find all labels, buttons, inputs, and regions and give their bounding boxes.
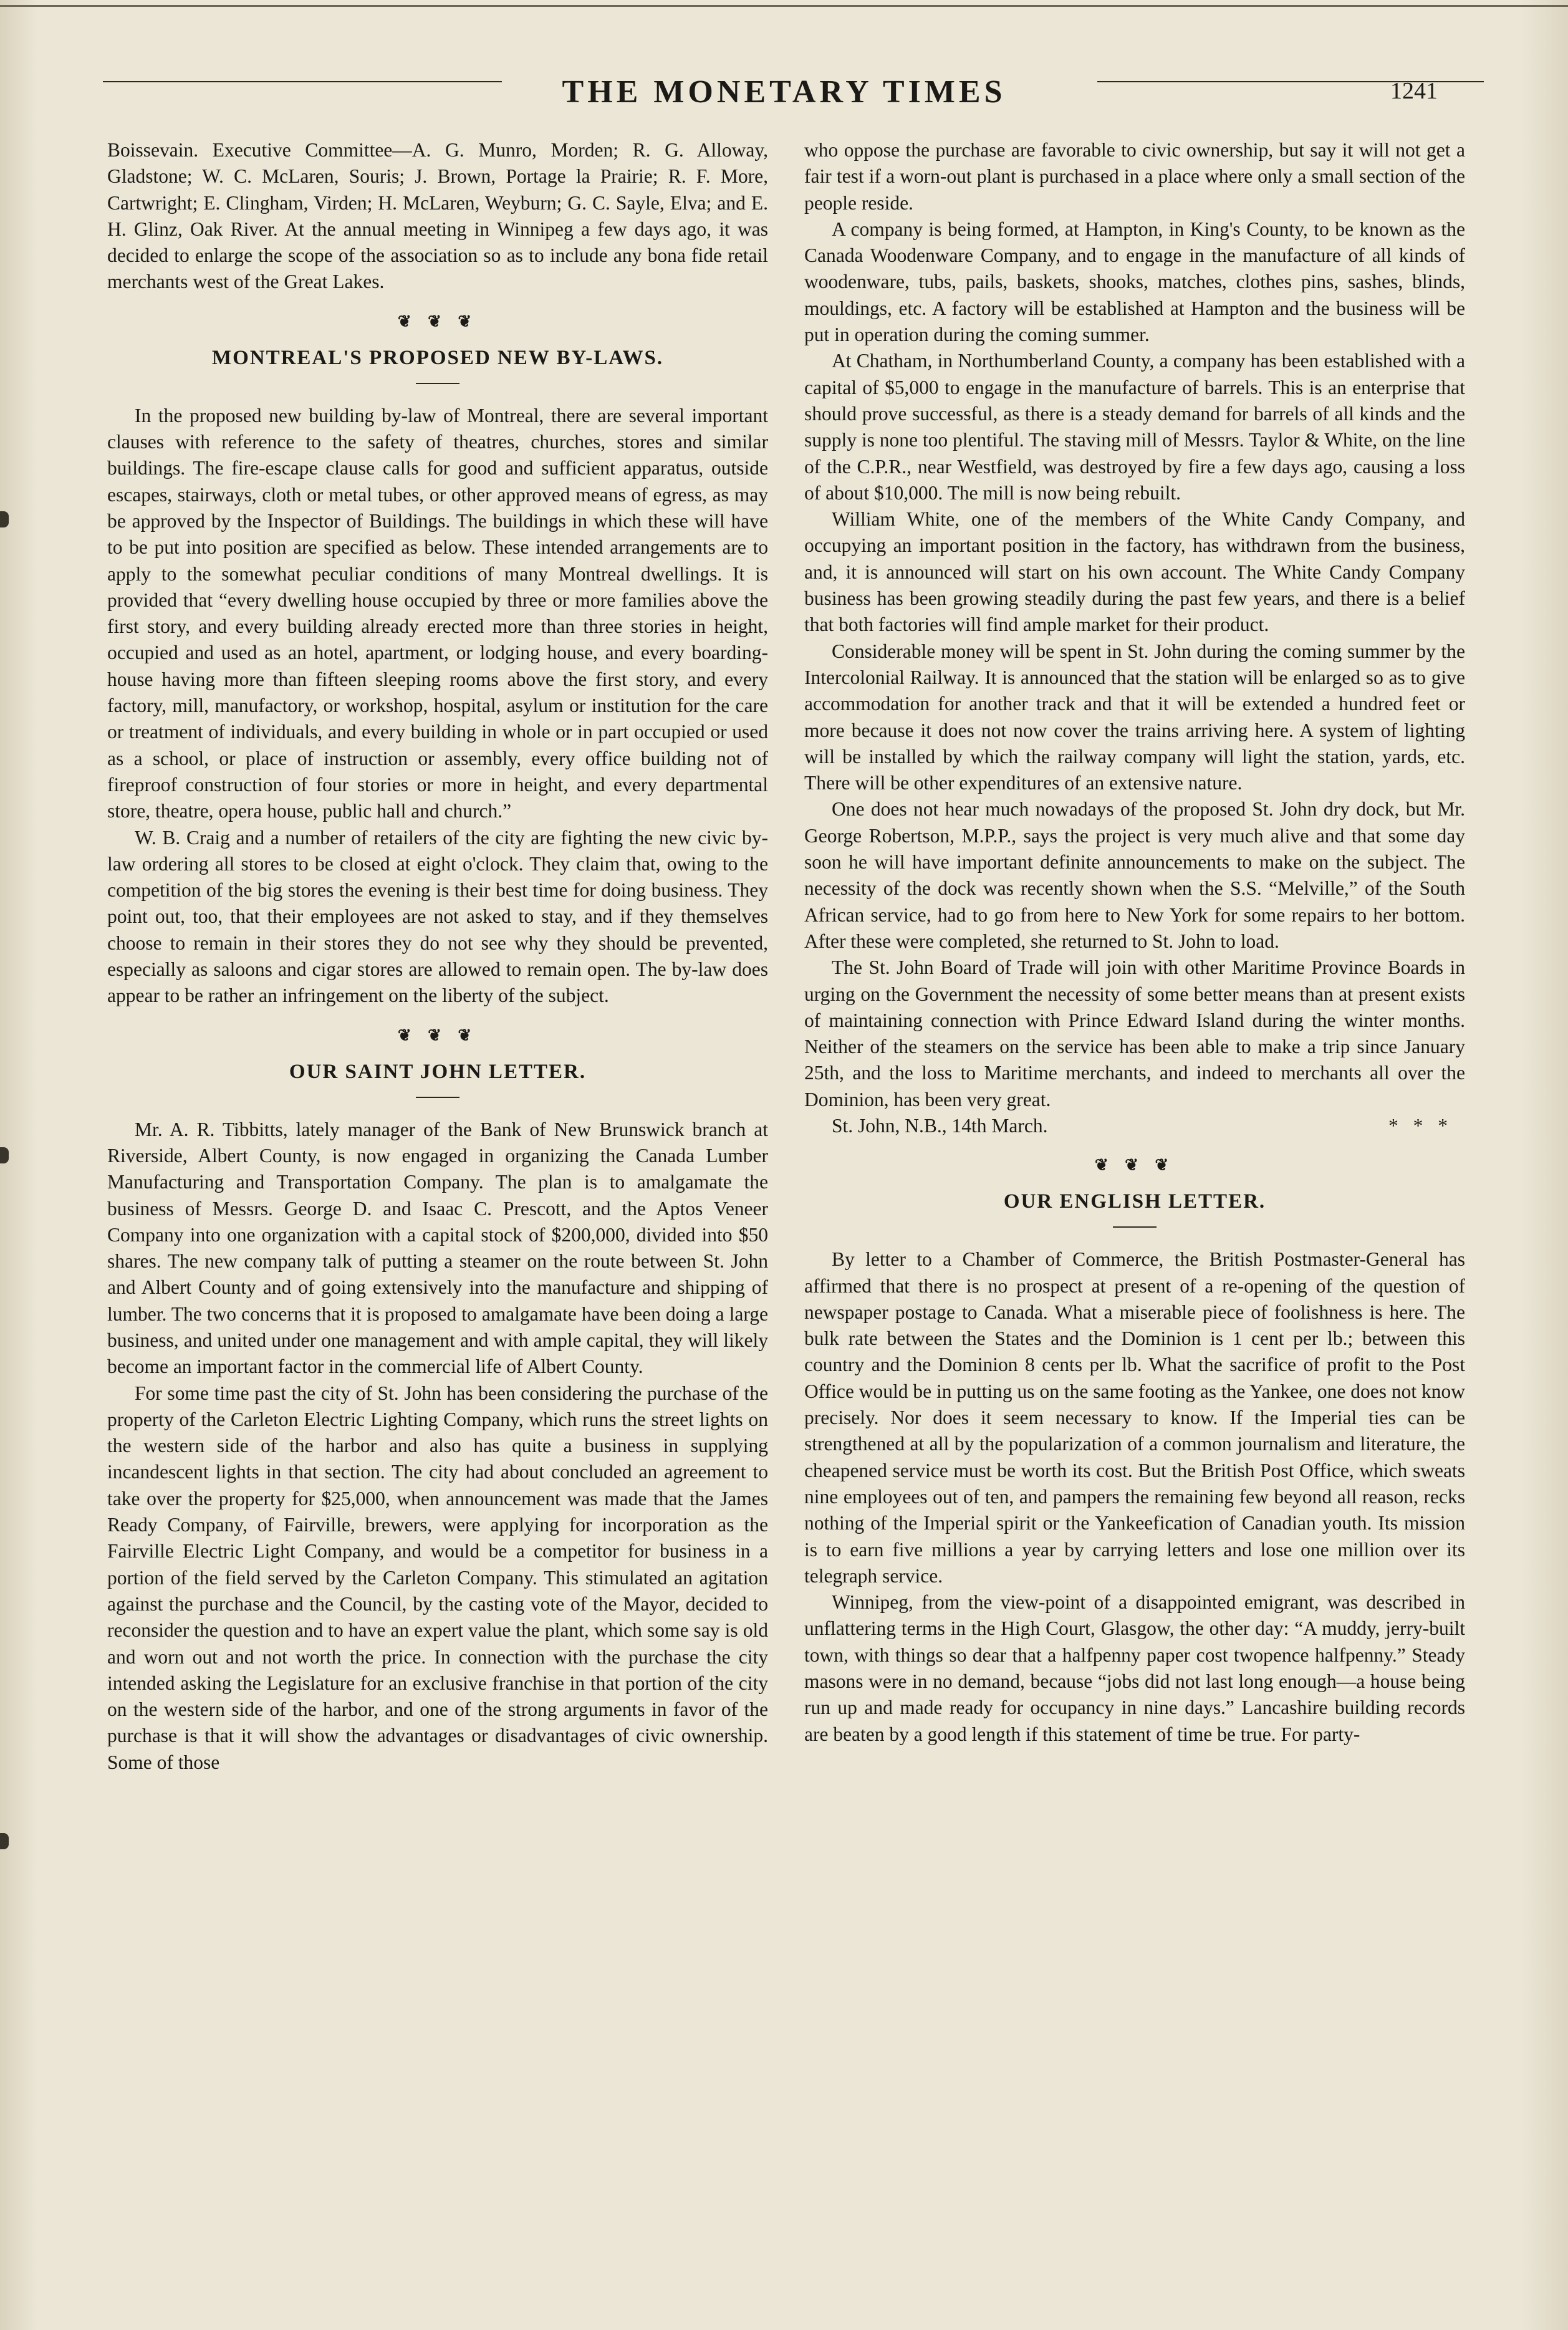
article-paragraph: One does not hear much nowadays of the proposed St. John dry dock, but Mr. George Robertson, M.P.P., says the project is very much alive and that some day soon he will have important definite announcements to make on the subject. The necessity of the dock was recently shown when the S.S. “Melville,” of the South African service, had to go from here to New York for some repairs to her bottom. After these were completed, she returned to St. John to load.: [804, 798, 1465, 952]
article-headline-montreal: MONTREAL'S PROPOSED NEW BY-LAWS.: [211, 346, 664, 369]
right-column: [804, 137, 1465, 1748]
article-paragraph: Considerable money will be spent in St. John during the coming summer by the Intercolonial Railway. It is announced that the station will be enlarged so as to give accommodation for another track and that it will be extended a hundred feet or more because it does not now cover the trains arriving here. A system of lighting will be installed by which the railway company will light the station, yards, etc. There will be other expenditures of an extensive nature.: [804, 640, 1465, 794]
article-paragraph: who oppose the purchase are favorable to civic ownership, but say it will not get a fair test if a worn-out plant is purchased in a place where only a small section of the people reside.: [804, 139, 1465, 214]
article-paragraph: The St. John Board of Trade will join with other Maritime Province Boards in urging on the Government the necessity of some better means than at present exists of maintaining connection with Prince Edward Island during the winter months. Neither of the steamers on the service has been able to make a trip since January 25th, and the loss to Maritime merchants, and indeed to merchants all over the Dominion, has been very great.: [804, 956, 1465, 1110]
section-ornament: ❦ ❦ ❦: [1094, 1156, 1175, 1175]
article-paragraph: For some time past the city of St. John has been considering the purchase of the property of the Carleton Electric Lighting Company, which runs the street lights on the western side of the harbor and also has quite a business in supplying incandescent lights in that section. The city had about concluded an agreement to take over the property for $25,000, when announcement was made that the James Ready Company, of Fairville, brewers, were applying for incorporation as the Fairville Electric Light Company, and would be a competitor for business in a portion of the field served by the Carleton Company. This stimulated an agitation against the purchase and the Council, by the casting vote of the Mayor, decided to reconsider the question and to have an expert value the plant, which some say is old and worn out and not worth the price. In connection with the purchase the city intended asking the Legislature for an exclusive franchise in that portion of the city on the western side of the harbor, and one of the strong arguments in favor of the purchase is that it will show the advantages or disadvantages of civic ownership. Some of those: [107, 1382, 768, 1773]
dateline-text: St. John, N.B., 14th March.: [832, 1114, 1048, 1137]
article-paragraph: A company is being formed, at Hampton, in King's County, to be known as the Canada Woodenware Company, and to engage in the manufacture of all kinds of woodenware, tubs, pails, baskets, shooks, matches, clothes pins, sashes, blinds, mouldings, etc. A factory will be established at Hampton and the business will be put in operation during the coming summer.: [804, 218, 1465, 346]
left-column: [107, 137, 768, 1776]
section-ornament: ❦ ❦ ❦: [397, 1026, 478, 1044]
article-paragraph: W. B. Craig and a number of retailers of the city are fighting the new civic by-law ordering all stores to be closed at eight o'clock. They claim that, owing to the competition of the big stores the evening is their best time for doing business. They point out, too, that their employees are not asked to stay, and if they themselves choose to remain in their stores they do not see why they should be prevented, especially as saloons and cigar stores are allowed to remain open. The by-law does appear to be rather an infringement on the liberty of the subject.: [107, 826, 768, 1007]
dateline-stars: * * *: [1388, 1114, 1453, 1137]
margin-tab-mark: [0, 1833, 9, 1849]
article-headline-saint-john: OUR SAINT JOHN LETTER.: [289, 1060, 587, 1083]
article-paragraph: At Chatham, in Northumberland County, a company has been established with a capital of $5,000 to engage in the manufacture of barrels. This is an enterprise that should prove successful, as there is a steady demand for barrels of all kinds and the supply is none too plentiful. The staving mill of Messrs. Taylor & White, on the line of the C.P.R., near Westfield, was destroyed by fire a few days ago, causing a loss of about $10,000. The mill is now being rebuilt.: [804, 350, 1465, 504]
article-paragraph: Mr. A. R. Tibbitts, lately manager of the Bank of New Brunswick branch at Riverside, Albert County, is now engaged in organizing the Canada Lumber Manufacturing and Transportation Company. The plan is to amalgamate the business of Messrs. George D. and Isaac C. Prescott, and the Aptos Veneer Company into one organization with a capital stock of $200,000, divided into $50 shares. The new company talk of putting a steamer on the route between St. John and Albert County and of going extensively into the manufacture and shipping of lumber. The two concerns that it is proposed to amalgamate have been doing a large business, and united under one management and with ample capital, they will likely become an important factor in the commercial life of Albert County.: [107, 1118, 768, 1378]
headline-rule: [1113, 1226, 1157, 1228]
journal-title: THE MONETARY TIMES: [562, 74, 1006, 110]
article-paragraph: By letter to a Chamber of Commerce, the British Postmaster-General has affirmed that there is no prospect at present of a re-opening of the question of newspaper postage to Canada. What a miserable piece of foolishness is here. The bulk rate between the States and the Dominion is 1 cent per lb.; between this country and the Dominion 8 cents per lb. What the sacrifice of profit to the Post Office would be in putting us on the same footing as the Yankee, one does not know precisely. Nor does it seem necessary to know. If the Imperial ties can be strengthened at all by the popularization of a common journalism and literature, the cheapened service must be worth its cost. But the British Post Office, which sweats nine employees out of ten, and pampers the remaining few beyond all reason, recks nothing of the Imperial spirit or the Yankeefication of Canadian youth. Its mission is to earn five millions a year by carrying letters and lose one million over its telegraph service.: [804, 1248, 1465, 1587]
article-paragraph: William White, one of the members of the White Candy Company, and occupying an important position in the factory, has withdrawn from the business, and, it is announced will start on his own account. The White Candy Company business has been growing steadily during the past few years, and there is a belief that both factories will find ample market for their product.: [804, 508, 1465, 636]
article-paragraph: In the proposed new building by-law of Montreal, there are several important clauses with reference to the safety of theatres, churches, stores and similar buildings. The fire-escape clause calls for good and sufficient apparatus, outside escapes, stairways, cloth or metal tubes, or other approved means of egress, as may be approved by the Inspector of Buildings. The buildings in which these will have to be put into position are specified as below. These intended arrangements are to apply to the somewhat peculiar conditions of many Montreal dwellings. It is provided that “every dwelling house occupied by three or more families above the first story, and every building already erected more than three stories in height, occupied and used as an hotel, apartment, or lodging house, and every boarding-house having more than fifteen sleeping rooms above the first story, and every factory, mill, manufactory, or workshop, hospital, asylum or institution for the care or treatment of individuals, and every building in whole or in part occupied or used as a school, or place of instruction or assembly, every office building not of fireproof construction of four stories or more in height, and every departmental store, theatre, opera house, public hall and church.”: [107, 404, 768, 822]
article-headline-english: OUR ENGLISH LETTER.: [1003, 1190, 1266, 1213]
article-paragraph: Winnipeg, from the view-point of a disappointed emigrant, was described in unflattering terms in the High Court, Glasgow, the other day: “A muddy, jerry-built town, with things so dear that a halfpenny paper cost twopence halfpenny.” Steady masons were in no demand, because “jobs did not last long enough—a house being run up and made ready for occupancy in nine days.” Lancashire building records are beaten by a good length if this statement of time be true. For party-: [804, 1591, 1465, 1745]
section-ornament: ❦ ❦ ❦: [397, 312, 478, 330]
dateline: [804, 1113, 1465, 1139]
page-number: 1241: [1390, 78, 1438, 104]
margin-tab-mark: [0, 1147, 9, 1163]
headline-rule: [416, 1097, 459, 1098]
intro-paragraph: Boissevain. Executive Committee—A. G. Munro, Morden; R. G. Alloway, Gladstone; W. C. McLaren, Souris; J. Brown, Portage la Prairie; R. F. More, Cartwright; E. Clingham, Virden; H. McLaren, Weyburn; G. C. Sayle, Elva; and E. H. Glinz, Oak River. At the annual meeting in Winnipeg a few days ago, it was decided to enlarge the scope of the association so as to include any bona fide retail merchants west of the Great Lakes.: [107, 139, 768, 293]
headline-rule: [416, 383, 459, 384]
margin-tab-mark: [0, 511, 9, 527]
top-border-rule: [0, 5, 1568, 7]
